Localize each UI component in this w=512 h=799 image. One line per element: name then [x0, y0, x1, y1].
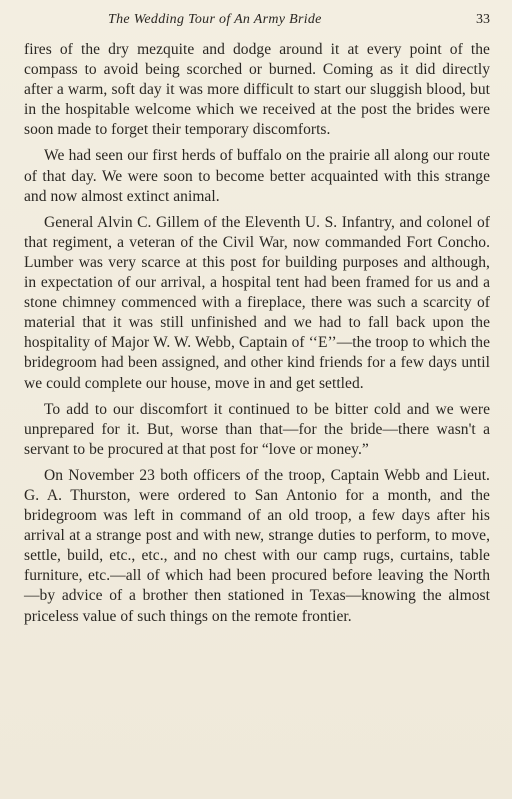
body-text — [24, 40, 490, 627]
paragraph-1: fires of the dry mezquite and dodge around it at every point of the compass to avoid being scorched or burned. Coming as it did directly after a warm, soft day it was more difficult to start our sluggish blood, but in the hospitable welcome which we received at the post the brides were soon made to forget their temporary discomforts. — [24, 41, 490, 139]
running-head — [24, 12, 490, 28]
page-number: 33 — [476, 12, 490, 27]
paragraph-2: We had seen our first herds of buffalo on the prairie all along our route of that day. We were soon to become better acquainted with this strange and now almost extinct animal. — [24, 147, 490, 205]
running-head-title: The Wedding Tour of An Army Bride — [108, 12, 322, 27]
paragraph-3: General Alvin C. Gillem of the Eleventh U. S. Infantry, and colonel of that regiment, a veteran of the Civil War, now commanded Fort Concho. Lumber was very scarce at this post for building purposes and although, in expectation of our arrival, a hospital tent had been framed for us and a stone chimney commenced with a fireplace, there was such a scarcity of material that it was still unfinished and we had to fall back upon the hospitality of Major W. W. Webb, Captain of ‘‘E’’—the troop to which the bridegroom had been assigned, and other kind friends for a few days until we could complete our house, move in and get settled. — [24, 213, 490, 392]
paragraph-4: To add to our discomfort it continued to be bitter cold and we were unprepared for it. But, worse than that—for the bride—there wasn't a servant to be procured at that post for “love or money.” — [24, 400, 490, 458]
paragraph-5: On November 23 both officers of the troop, Captain Webb and Lieut. G. A. Thurston, were ordered to San Antonio for a month, and the bridegroom was left in command of an old troop, a few days after his arrival at a strange post and with new, strange duties to perform, to move, settle, build, etc., etc., and no chest with our camp rugs, curtains, table furniture, etc.—all of which had been procured before leaving the North—by advice of a brother then stationed in Texas—knowing the almost priceless value of such things on the remote frontier. — [24, 466, 490, 625]
